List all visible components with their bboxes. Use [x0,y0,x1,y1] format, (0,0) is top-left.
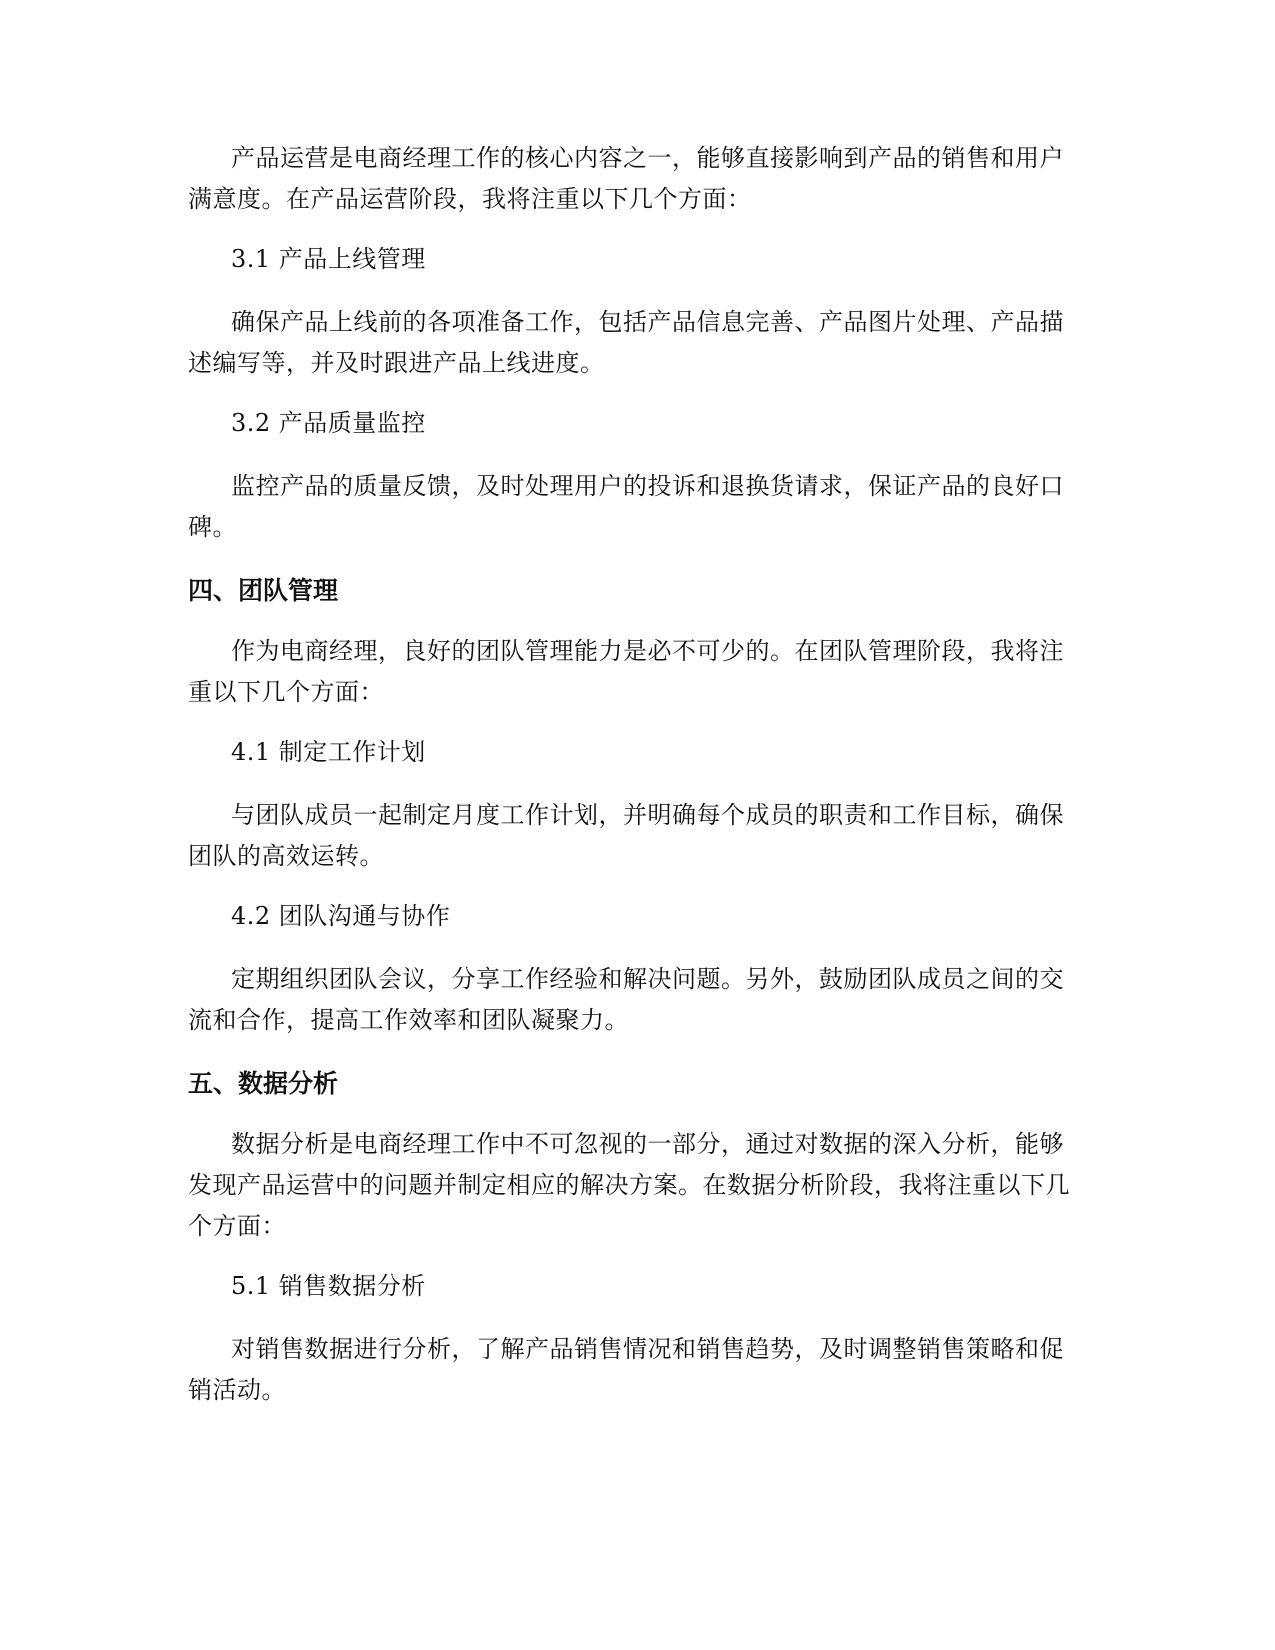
text-line: 发现产品运营中的问题并制定相应的解决方案。在数据分析阶段，我将注重以下几 [188,1171,1070,1199]
paragraph-5-1-body [188,1329,1088,1411]
paragraph-4-2-body [188,959,1088,1041]
text-line: 作为电商经理，良好的团队管理能力是必不可少的。在团队管理阶段，我将注 [231,637,1064,665]
text-line: 对销售数据进行分析，了解产品销售情况和销售趋势，及时调整销售策略和促 [231,1335,1064,1363]
text-line: 监控产品的质量反馈，及时处理用户的投诉和退换货请求，保证产品的良好口 [231,472,1064,500]
paragraph-team-management-intro [188,631,1088,713]
text-line: 团队的高效运转。 [188,842,384,870]
subheading-4-2: 4.2 团队沟通与协作 [231,902,451,930]
paragraph-product-operation-intro [188,138,1088,220]
paragraph-3-2-body [188,466,1088,548]
text-line: 述编写等，并及时跟进产品上线进度。 [188,349,605,377]
section-heading-data-analysis: 五、数据分析 [188,1069,339,1098]
text-line: 产品运营是电商经理工作的核心内容之一，能够直接影响到产品的销售和用户 [231,144,1064,172]
paragraph-4-1-body [188,795,1088,877]
subheading-3-1: 3.1 产品上线管理 [231,245,426,273]
paragraph-data-analysis-intro [188,1124,1088,1247]
text-line: 满意度。在产品运营阶段，我将注重以下几个方面： [188,185,752,213]
text-line: 重以下几个方面： [188,678,384,706]
subheading-5-1: 5.1 销售数据分析 [231,1272,426,1300]
text-line: 个方面： [188,1212,286,1240]
text-line: 销活动。 [188,1376,286,1404]
text-line: 碑。 [188,513,237,541]
subheading-3-2: 3.2 产品质量监控 [231,409,426,437]
section-heading-team-management: 四、团队管理 [188,576,339,605]
paragraph-3-1-body [188,302,1088,384]
subheading-4-1: 4.1 制定工作计划 [231,738,426,766]
text-line: 确保产品上线前的各项准备工作，包括产品信息完善、产品图片处理、产品描 [231,308,1064,336]
text-line: 流和合作，提高工作效率和团队凝聚力。 [188,1006,629,1034]
text-line: 定期组织团队会议，分享工作经验和解决问题。另外，鼓励团队成员之间的交 [231,965,1064,993]
text-line: 与团队成员一起制定月度工作计划，并明确每个成员的职责和工作目标，确保 [231,801,1064,829]
text-line: 数据分析是电商经理工作中不可忽视的一部分，通过对数据的深入分析，能够 [231,1130,1064,1158]
